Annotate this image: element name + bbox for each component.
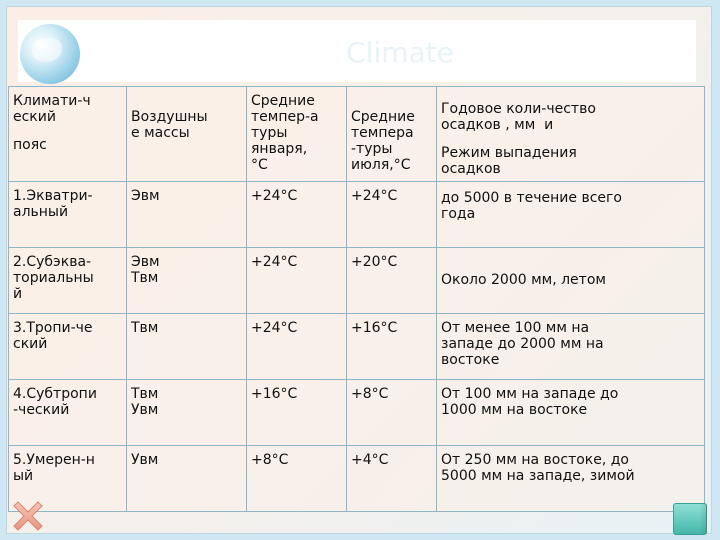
- cell-text-line: °С: [251, 157, 268, 173]
- table-cell: [9, 314, 127, 380]
- cell-text-line: ториальны: [13, 270, 94, 286]
- cell-text-line: +24°С: [251, 320, 298, 336]
- table-cell: [247, 248, 347, 314]
- cell-text-line: еский: [13, 109, 56, 125]
- cell-text-line: +20°С: [351, 254, 398, 270]
- cell-text-line: 1.Экватри-: [13, 188, 93, 204]
- cell-text-line: 4.Субтропи: [13, 386, 97, 402]
- cell-text-line: +8°С: [251, 452, 289, 468]
- cell-text-line: 2.Субэква-: [13, 254, 92, 270]
- cell-text-line: осадков , мм и: [441, 117, 554, 133]
- cell-text-line: От 100 мм на западе до: [441, 386, 619, 402]
- table-header-cell: [437, 87, 705, 182]
- table-header-cell: [347, 87, 437, 182]
- cell-text-line: Твм: [131, 320, 159, 336]
- cell-text-line: От 250 мм на востоке, до: [441, 452, 630, 468]
- cell-text-line: года: [441, 206, 476, 222]
- cell-text-line: 5000 мм на западе, зимой: [441, 468, 635, 484]
- table-cell: [437, 380, 705, 446]
- cell-text-line: Средние: [251, 93, 315, 109]
- table-cell: [247, 314, 347, 380]
- table-cell: [9, 248, 127, 314]
- cell-text-line: июля,°С: [351, 157, 411, 173]
- table-cell: [127, 314, 247, 380]
- cell-text-line: темпер-а: [251, 109, 319, 125]
- table-row: [9, 314, 705, 380]
- table-cell: [127, 446, 247, 512]
- cell-text-line: Твм: [131, 270, 159, 286]
- cell-text-line: 1000 мм на востоке: [441, 402, 588, 418]
- cell-text-line: Около 2000 мм, летом: [441, 272, 606, 288]
- cell-text-line: западе до 2000 мм на: [441, 336, 604, 352]
- table-cell: [9, 182, 127, 248]
- table-cell: [347, 380, 437, 446]
- cell-text-line: осадков: [441, 161, 501, 177]
- cell-text-line: ый: [13, 468, 34, 484]
- cell-text-line: -туры: [351, 141, 393, 157]
- cell-text-line: +24°С: [251, 188, 298, 204]
- cell-text-line: От менее 100 мм на: [441, 320, 590, 336]
- table-header-cell: [9, 87, 127, 182]
- slide-title-watermark: [220, 34, 580, 70]
- cell-text-line: +24°С: [251, 254, 298, 270]
- cell-text-line: 5.Умерен-н: [13, 452, 95, 468]
- svg-text:Climate: Climate: [346, 36, 454, 69]
- cell-text-line: востоке: [441, 352, 500, 368]
- table-cell: [347, 446, 437, 512]
- cell-text-line: Годовое коли-чество: [441, 101, 596, 117]
- next-slide-button[interactable]: [673, 503, 707, 535]
- cell-text-line: [13, 125, 122, 137]
- cell-text-line: Эвм: [131, 254, 160, 270]
- table-header-cell: [127, 87, 247, 182]
- cell-text-line: й: [13, 286, 23, 302]
- table-cell: [437, 182, 705, 248]
- cell-text-line: Режим выпадения: [441, 145, 577, 161]
- table-cell: [437, 446, 705, 512]
- table-cell: [127, 380, 247, 446]
- cell-text-line: +16°С: [251, 386, 298, 402]
- cell-text-line: 3.Тропи-че: [13, 320, 93, 336]
- table-header-cell: [247, 87, 347, 182]
- table-row: [9, 248, 705, 314]
- cell-text-line: Эвм: [131, 188, 160, 204]
- cell-text-line: [441, 133, 700, 145]
- cell-text-line: -ческий: [13, 402, 70, 418]
- cell-text-line: ский: [13, 336, 48, 352]
- table-cell: [437, 248, 705, 314]
- cell-text-line: января,: [251, 141, 308, 157]
- table-cell: [247, 182, 347, 248]
- climate-table: [8, 86, 705, 512]
- cell-text-line: +24°С: [351, 188, 398, 204]
- cell-text-line: Средние: [351, 109, 415, 125]
- cell-text-line: до 5000 в течение всего: [441, 190, 622, 206]
- table-cell: [347, 314, 437, 380]
- table-cell: [347, 248, 437, 314]
- table-header-row: [9, 87, 705, 182]
- table-row: [9, 380, 705, 446]
- table-cell: [127, 248, 247, 314]
- cell-text-line: Твм: [131, 386, 159, 402]
- cell-text-line: Климати-ч: [13, 93, 91, 109]
- cell-text-line: е массы: [131, 125, 190, 141]
- watermark-logo: [220, 34, 580, 70]
- cell-text-line: Увм: [131, 402, 159, 418]
- table-cell: [247, 380, 347, 446]
- globe-icon: [20, 24, 80, 84]
- table-cell: [437, 314, 705, 380]
- climate-table-wrapper: [8, 86, 704, 512]
- close-x-icon[interactable]: [8, 496, 48, 536]
- table-row: [9, 182, 705, 248]
- cell-text-line: Воздушны: [131, 109, 208, 125]
- table-cell: [347, 182, 437, 248]
- table-row: [9, 446, 705, 512]
- table-cell: [9, 380, 127, 446]
- cell-text-line: альный: [13, 204, 69, 220]
- table-cell: [247, 446, 347, 512]
- table-cell: [127, 182, 247, 248]
- cell-text-line: +16°С: [351, 320, 398, 336]
- cell-text-line: +4°С: [351, 452, 389, 468]
- cell-text-line: Увм: [131, 452, 159, 468]
- cell-text-line: пояс: [13, 137, 47, 153]
- cell-text-line: +8°С: [351, 386, 389, 402]
- cell-text-line: туры: [251, 125, 288, 141]
- cell-text-line: темпера: [351, 125, 414, 141]
